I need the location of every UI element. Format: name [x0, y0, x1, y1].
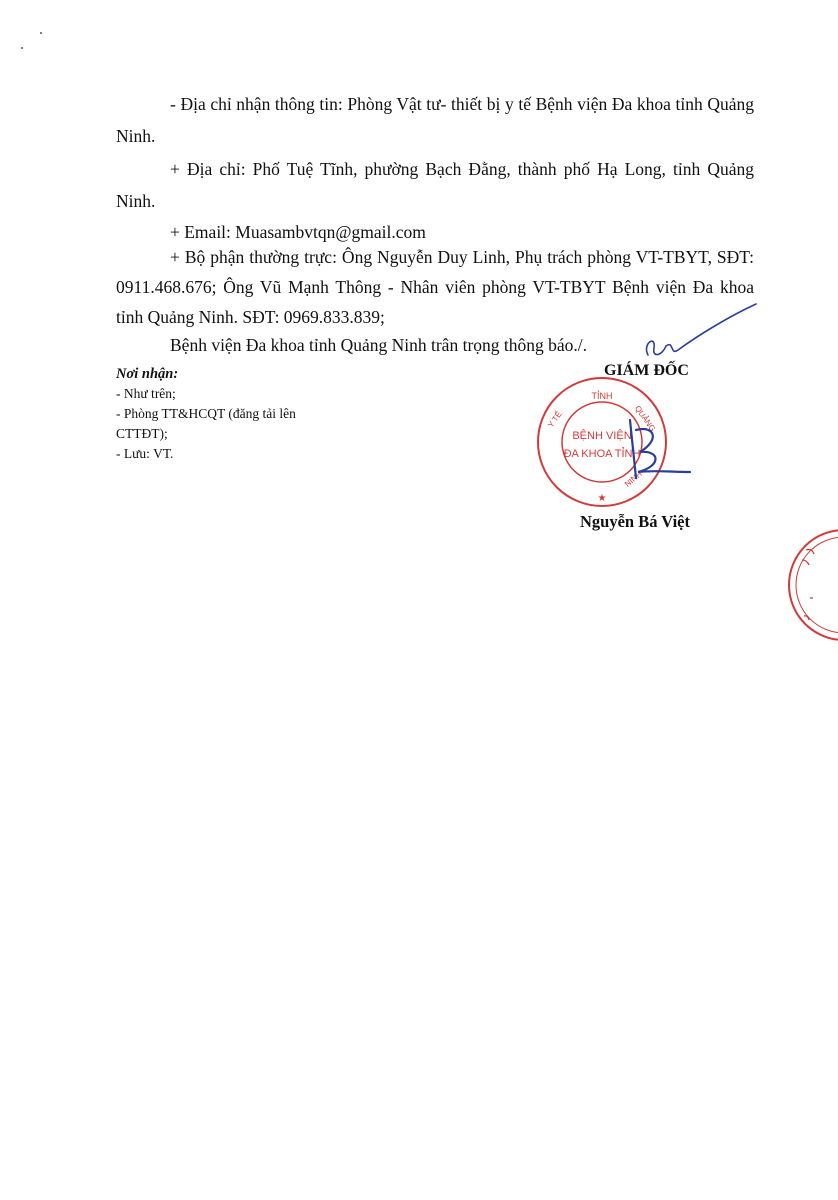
- paragraph-standing-department: + Bộ phận thường trực: Ông Nguyễn Duy Linh, Phụ trách phòng VT-TBYT, SĐT: 0911.468.676; Ông Vũ Mạnh Thông - Nhân viên phòng VT-TBYT Bệnh viện Đa khoa tỉnh Quảng Ninh. SĐT: 0969.833.839;: [116, 247, 754, 327]
- stamp-ring-bottom: NINH: [623, 469, 644, 489]
- stamp-ring-left: Y TẾ: [546, 409, 564, 430]
- director-signature-scrawl: [600, 400, 700, 490]
- stamp-line1: BỆNH VIỆN: [572, 430, 632, 442]
- paragraph-street-address: + Địa chỉ: Phố Tuệ Tĩnh, phường Bạch Đằng, thành phố Hạ Long, tỉnh Quảng Ninh.: [116, 159, 754, 211]
- recipient-item: - Phòng TT&HCQT (đăng tải lên CTTĐT);: [116, 406, 296, 441]
- paragraph-email: + Email: Muasambvtqn@gmail.com: [170, 222, 426, 242]
- paragraph-receiving-address: - Địa chỉ nhận thông tin: Phòng Vật tư- thiết bị y tế Bệnh viện Đa khoa tỉnh Quảng Ninh.: [116, 94, 754, 146]
- recipients-title: Nơi nhận:: [116, 366, 179, 382]
- scan-speck: [21, 47, 23, 49]
- scan-speck: [40, 32, 42, 34]
- signer-name: Nguyễn Bá Việt: [580, 512, 691, 531]
- recipient-item: - Lưu: VT.: [116, 446, 174, 461]
- partial-stamp-edge: [780, 528, 838, 643]
- stamp-star-icon: ★: [597, 493, 607, 504]
- initial-signature: [640, 300, 760, 370]
- stamp-ring-top: TỈNH: [591, 391, 613, 401]
- signer-title: GIÁM ĐỐC: [604, 362, 689, 379]
- recipients-block: [116, 364, 346, 464]
- recipient-item: - Như trên;: [116, 386, 176, 401]
- stamp-line2: ĐA KHOA TỈNH: [563, 448, 641, 460]
- paragraph-closing: Bệnh viện Đa khoa tỉnh Quảng Ninh trân trọng thông báo./.: [170, 335, 588, 355]
- stamp-ring-right: QUẢNG: [632, 403, 658, 434]
